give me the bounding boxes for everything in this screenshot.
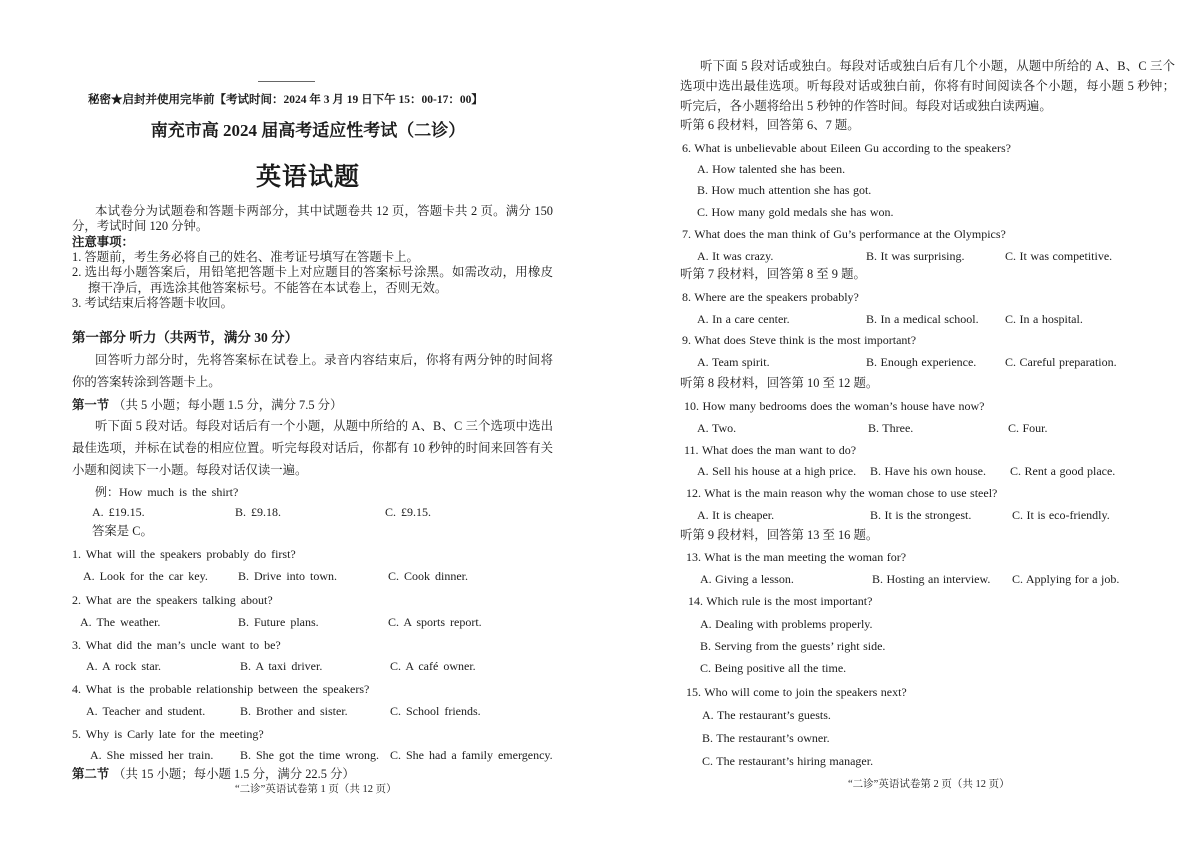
question-14-option-c: C. Being positive all the time. <box>700 661 847 675</box>
part1-heading: 第一部分 听力（共两节，满分 30 分） <box>72 330 299 345</box>
notice-item-3: 3. 考试结束后将答题卡收回。 <box>72 295 234 310</box>
notice-item-1: 1. 答题前，考生务必将自己的姓名、准考证号填写在答题卡上。 <box>72 249 419 264</box>
question-8-option-b: B. In a medical school. <box>866 312 979 326</box>
question-12-option-b: B. It is the strongest. <box>870 508 972 522</box>
question-10-option-b: B. Three. <box>868 421 914 435</box>
section1-heading-line <box>72 394 342 416</box>
question-1-option-a: A. Look for the car key. <box>83 569 208 583</box>
example-option-a: A. £19.15. <box>92 505 145 519</box>
section1-instruction: 听下面 5 段对话。每段对话后有一个小题，从题中所给的 A、B、C 三个选项中选出最佳选项，并标在试卷的相应位置。听完每段对话后，你都有 10 秒钟的时间来回答有关小题和阅读下一小题。每段对话仅读一遍。 <box>72 419 553 477</box>
question-5-stem: 5. Why is Carly late for the meeting? <box>72 727 264 741</box>
confidential-notice: 秘密★启封并使用完毕前【考试时间：2024 年 3 月 19 日下午 15：00-17：00】 <box>88 94 483 106</box>
question-5-option-c: C. She had a family emergency. <box>390 748 553 762</box>
section2-heading-line <box>72 765 355 783</box>
question-12-option-c: C. It is eco-friendly. <box>1012 508 1110 522</box>
page-footer: “二诊”英语试卷第 2 页（共 12 页） <box>848 779 1010 790</box>
question-3-option-a: A. A rock star. <box>86 659 161 673</box>
question-9-option-a: A. Team spirit. <box>697 355 770 369</box>
question-8-stem: 8. Where are the speakers probably? <box>682 290 859 304</box>
question-3-stem: 3. What did the man’s uncle want to be? <box>72 638 281 652</box>
exam-intro: 本试卷分为试题卷和答题卡两部分，其中试题卷共 12 页，答题卡共 2 页。满分 150 分，考试时间 120 分钟。 <box>72 204 553 234</box>
question-11-option-b: B. Have his own house. <box>870 464 986 478</box>
question-4-stem: 4. What is the probable relationship between the speakers? <box>72 682 370 696</box>
top-rule <box>258 81 315 82</box>
question-7-option-b: B. It was surprising. <box>866 249 965 263</box>
part1-instruction: 回答听力部分时，先将答案标在试卷上。录音内容结束后，你将有两分钟的时间将你的答案转涂到答题卡上。 <box>72 353 553 389</box>
question-12-option-a: A. It is cheaper. <box>697 508 775 522</box>
section2-scoring: （共 15 小题；每小题 1.5 分，满分 22.5 分） <box>113 767 355 781</box>
question-6-option-a: A. How talented she has been. <box>697 162 846 176</box>
example-option-c: C. £9.15. <box>385 505 432 519</box>
question-13-option-a: A. Giving a lesson. <box>700 572 794 586</box>
question-8-option-a: A. In a care center. <box>697 312 790 326</box>
question-6-option-c: C. How many gold medals she has won. <box>697 205 894 219</box>
question-7-option-c: C. It was competitive. <box>1005 249 1113 263</box>
subject-title: 英语试题 <box>255 164 360 191</box>
question-1-option-c: C. Cook dinner. <box>388 569 469 583</box>
question-11-stem: 11. What does the man want to do? <box>684 443 857 457</box>
question-3-option-b: B. A taxi driver. <box>240 659 323 673</box>
question-9-option-b: B. Enough experience. <box>866 355 977 369</box>
question-4-option-a: A. Teacher and student. <box>86 704 206 718</box>
question-15-option-c: C. The restaurant’s hiring manager. <box>702 754 874 768</box>
question-13-option-b: B. Hosting an interview. <box>872 572 991 586</box>
question-7-stem: 7. What does the man think of Gu’s performance at the Olympics? <box>682 227 1006 241</box>
question-4-option-b: B. Brother and sister. <box>240 704 348 718</box>
question-13-stem: 13. What is the man meeting the woman for? <box>686 550 907 564</box>
question-14-option-a: A. Dealing with problems properly. <box>700 617 873 631</box>
question-10-option-a: A. Two. <box>697 421 737 435</box>
question-9-stem: 9. What does Steve think is the most important? <box>682 333 917 347</box>
question-14-stem: 14. Which rule is the most important? <box>688 594 873 608</box>
question-2-stem: 2. What are the speakers talking about? <box>72 593 273 607</box>
question-6-stem: 6. What is unbelievable about Eileen Gu according to the speakers? <box>682 141 1011 155</box>
material-heading-9: 听第 9 段材料，回答第 13 至 16 题。 <box>680 528 879 542</box>
example-stem: 例：How much is the shirt? <box>95 485 239 499</box>
notice-item-2: 2. 选出每小题答案后，用铅笔把答题卡上对应题目的答案标号涂黑。如需改动，用橡皮擦干净后，再选涂其他答案标号。不能答在本试卷上，否则无效。 <box>72 265 553 295</box>
exam-title: 南充市高 2024 届高考适应性考试（二诊） <box>150 121 466 140</box>
exam-instructions <box>72 204 553 311</box>
section1-scoring: （共 5 小题；每小题 1.5 分，满分 7.5 分） <box>113 398 343 412</box>
question-6-option-b: B. How much attention she has got. <box>697 183 872 197</box>
question-9-option-c: C. Careful preparation. <box>1005 355 1117 369</box>
question-5-option-b: B. She got the time wrong. <box>240 748 379 762</box>
question-2-option-b: B. Future plans. <box>238 615 319 629</box>
material-heading-6: 听第 6 段材料，回答第 6、7 题。 <box>680 118 860 132</box>
question-2-option-c: C. A sports report. <box>388 615 482 629</box>
question-12-stem: 12. What is the main reason why the woman chose to use steel? <box>686 486 998 500</box>
question-13-option-c: C. Applying for a job. <box>1012 572 1120 586</box>
question-14-option-b: B. Serving from the guests’ right side. <box>700 639 886 653</box>
question-15-stem: 15. Who will come to join the speakers next? <box>686 685 907 699</box>
example-answer: 答案是 C。 <box>92 524 153 538</box>
question-5-option-a: A. She missed her train. <box>90 748 214 762</box>
question-10-option-c: C. Four. <box>1008 421 1048 435</box>
page-footer: “二诊”英语试卷第 1 页（共 12 页） <box>235 784 397 795</box>
question-15-option-a: A. The restaurant’s guests. <box>702 708 831 722</box>
question-3-option-c: C. A café owner. <box>390 659 476 673</box>
question-15-option-b: B. The restaurant’s owner. <box>702 731 830 745</box>
material-heading-8: 听第 8 段材料，回答第 10 至 12 题。 <box>680 376 879 390</box>
material-heading-7: 听第 7 段材料，回答第 8 至 9 题。 <box>680 267 866 281</box>
question-10-stem: 10. How many bedrooms does the woman’s house have now? <box>684 399 985 413</box>
section1-heading: 第一节 <box>72 398 110 412</box>
question-7-option-a: A. It was crazy. <box>697 249 774 263</box>
question-1-stem: 1. What will the speakers probably do first? <box>72 547 296 561</box>
question-8-option-c: C. In a hospital. <box>1005 312 1083 326</box>
page-2 <box>600 0 1200 849</box>
listening-instruction: 听下面 5 段对话或独白。每段对话或独白后有几个小题，从题中所给的 A、B、C 三个选项中选出最佳选项。听每段对话或独白前，你将有时间阅读各个小题，每小题 5 秒钟；听完后，各小题将给出 5 秒钟的作答时间。每段对话或独白读两遍。 <box>680 59 1175 113</box>
question-4-option-c: C. School friends. <box>390 704 481 718</box>
question-11-option-a: A. Sell his house at a high price. <box>697 464 857 478</box>
example-option-b: B. £9.18. <box>235 505 282 519</box>
question-1-option-b: B. Drive into town. <box>238 569 337 583</box>
question-11-option-c: C. Rent a good place. <box>1010 464 1116 478</box>
question-2-option-a: A. The weather. <box>80 615 161 629</box>
section2-heading: 第二节 <box>72 767 110 781</box>
notice-heading: 注意事项： <box>72 234 134 249</box>
